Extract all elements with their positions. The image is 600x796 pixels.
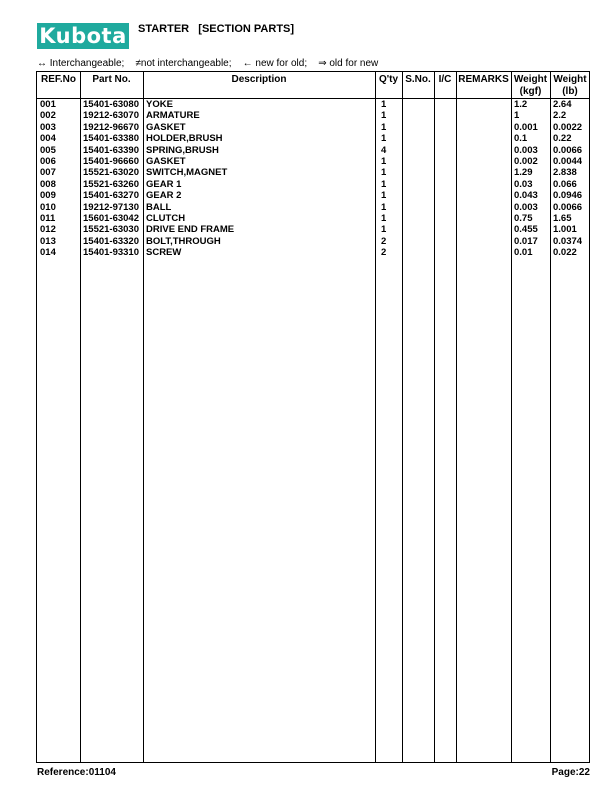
cell-part-no: 15401-63380 (83, 133, 139, 145)
table-body (37, 99, 589, 258)
cell-weight-lb: 2.2 (553, 110, 567, 122)
table-row (37, 145, 589, 156)
cell-weight-kgf: 0.043 (514, 190, 538, 202)
cell-part-no: 15401-63080 (83, 99, 139, 110)
cell-weight-kgf: 0.1 (514, 133, 528, 145)
table-row (37, 133, 589, 144)
cell-qty: 1 (381, 212, 387, 224)
page-title: STARTER [SECTION PARTS] (138, 23, 295, 35)
cell-ref: 003 (40, 121, 56, 133)
table-row (37, 156, 589, 167)
cell-weight-kgf: 0.003 (514, 144, 538, 156)
kubota-logo (37, 23, 129, 49)
cell-qty: 1 (381, 167, 387, 179)
cell-qty: 1 (381, 190, 387, 202)
weight-lb-label: Weight (553, 74, 587, 85)
cell-weight-kgf: 0.002 (514, 155, 538, 167)
table-row (37, 213, 589, 224)
cell-part-no: 19212-97130 (83, 201, 139, 213)
cell-description: DRIVE END FRAME (146, 224, 235, 236)
col-header-ref: REF.No (41, 74, 76, 85)
cell-description: GASKET (146, 155, 186, 167)
cell-qty: 2 (381, 247, 387, 259)
cell-description: GEAR 2 (146, 190, 182, 202)
cell-part-no: 15521-63260 (83, 178, 139, 190)
logo-text: Kubota (39, 24, 127, 48)
cell-part-no: 15401-63390 (83, 144, 139, 156)
col-header-part-no: Part No. (92, 74, 131, 85)
cell-ref: 002 (40, 110, 56, 122)
cell-weight-lb: 0.0022 (553, 121, 583, 133)
cell-weight-lb: 0.0374 (553, 235, 583, 247)
cell-ref: 010 (40, 201, 56, 213)
interchangeability-legend: ↔ Interchangeable; ≠not interchangeable; ← new for old; ⇒ old for new (37, 58, 379, 69)
cell-ref: 008 (40, 178, 56, 190)
cell-weight-kgf: 0.455 (514, 224, 538, 236)
cell-ref: 012 (40, 224, 56, 236)
cell-weight-lb: 0.0044 (553, 155, 583, 167)
cell-part-no: 15401-93310 (83, 247, 139, 259)
cell-weight-lb: 0.0066 (553, 201, 583, 213)
cell-ref: 006 (40, 155, 56, 167)
cell-ref: 007 (40, 167, 56, 179)
cell-part-no: 15521-63020 (83, 167, 139, 179)
table-row (37, 190, 589, 201)
cell-weight-kgf: 0.01 (514, 247, 533, 259)
cell-description: BOLT,THROUGH (146, 235, 221, 247)
cell-weight-kgf: 0.017 (514, 235, 538, 247)
col-header-qty: Q'ty (378, 74, 399, 85)
cell-description: SPRING,BRUSH (146, 144, 219, 156)
table-row (37, 236, 589, 247)
reference-number: Reference:01104 (37, 767, 116, 778)
cell-weight-lb: 0.0066 (553, 144, 583, 156)
cell-qty: 2 (381, 235, 387, 247)
cell-ref: 009 (40, 190, 56, 202)
table-row (37, 247, 589, 258)
cell-ref: 014 (40, 247, 56, 259)
weight-lb-unit: (lb) (562, 86, 578, 97)
cell-qty: 1 (381, 121, 387, 133)
cell-weight-kgf: 0.003 (514, 201, 538, 213)
cell-part-no: 19212-96670 (83, 121, 139, 133)
parts-table (36, 71, 590, 763)
cell-description: GASKET (146, 121, 186, 133)
cell-weight-kgf: 0.03 (514, 178, 533, 190)
cell-description: BALL (146, 201, 172, 213)
col-header-sno: S.No. (405, 74, 431, 85)
col-header-weight-kgf (511, 72, 550, 98)
page-number: Page:22 (551, 767, 590, 778)
cell-description: ARMATURE (146, 110, 200, 122)
cell-description: SCREW (146, 247, 182, 259)
table-row (37, 202, 589, 213)
cell-weight-lb: 2.64 (553, 99, 572, 110)
cell-description: HOLDER,BRUSH (146, 133, 223, 145)
weight-kgf-unit: (kgf) (519, 86, 542, 97)
cell-weight-lb: 1.65 (553, 212, 572, 224)
cell-weight-lb: 1.001 (553, 224, 577, 236)
cell-qty: 1 (381, 178, 387, 190)
cell-part-no: 15601-63042 (83, 212, 139, 224)
cell-weight-lb: 0.066 (553, 178, 577, 190)
cell-ref: 005 (40, 144, 56, 156)
cell-ref: 011 (40, 212, 56, 224)
cell-part-no: 15521-63030 (83, 224, 139, 236)
cell-part-no: 15401-63320 (83, 235, 139, 247)
cell-ref: 013 (40, 235, 56, 247)
cell-description: CLUTCH (146, 212, 186, 224)
col-header-ic: I/C (438, 74, 452, 85)
col-header-description: Description (231, 74, 287, 85)
cell-weight-lb: 0.0946 (553, 190, 583, 202)
cell-qty: 1 (381, 155, 387, 167)
table-row (37, 122, 589, 133)
col-header-weight-lb (550, 72, 590, 98)
cell-description: YOKE (146, 99, 173, 110)
cell-qty: 4 (381, 144, 387, 156)
cell-weight-lb: 0.022 (553, 247, 577, 259)
cell-qty: 1 (381, 133, 387, 145)
cell-qty: 1 (381, 110, 387, 122)
cell-description: GEAR 1 (146, 178, 182, 190)
cell-ref: 004 (40, 133, 56, 145)
cell-weight-kgf: 1.29 (514, 167, 533, 179)
table-row (37, 110, 589, 121)
cell-description: SWITCH,MAGNET (146, 167, 228, 179)
table-row (37, 179, 589, 190)
cell-weight-kgf: 1 (514, 110, 520, 122)
cell-weight-lb: 0.22 (553, 133, 572, 145)
cell-weight-kgf: 0.001 (514, 121, 538, 133)
table-row (37, 167, 589, 178)
cell-weight-kgf: 1.2 (514, 99, 528, 110)
table-row (37, 99, 589, 110)
cell-weight-kgf: 0.75 (514, 212, 533, 224)
cell-part-no: 15401-96660 (83, 155, 139, 167)
cell-part-no: 19212-63070 (83, 110, 139, 122)
cell-qty: 1 (381, 224, 387, 236)
cell-ref: 001 (40, 99, 56, 110)
table-row (37, 224, 589, 235)
col-header-remarks: REMARKS (458, 74, 509, 85)
cell-part-no: 15401-63270 (83, 190, 139, 202)
cell-qty: 1 (381, 201, 387, 213)
cell-weight-lb: 2.838 (553, 167, 577, 179)
cell-qty: 1 (381, 99, 387, 110)
weight-kgf-label: Weight (513, 74, 548, 85)
